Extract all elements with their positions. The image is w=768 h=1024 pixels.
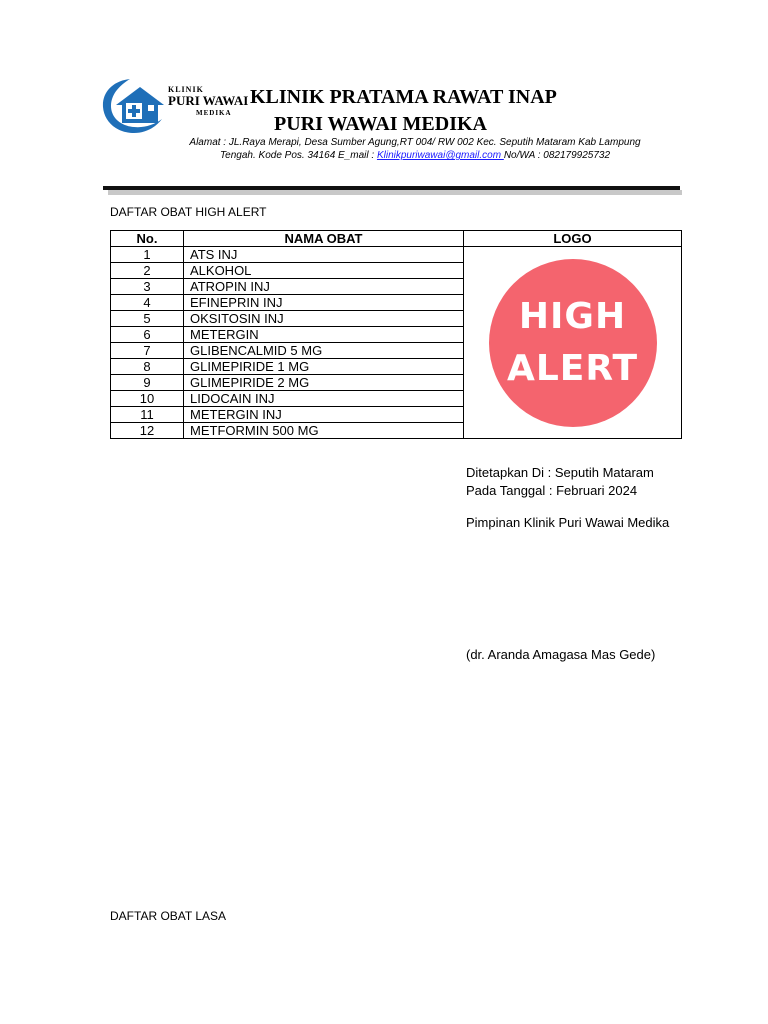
header-no: No. — [111, 231, 184, 247]
row-name: ALKOHOL — [184, 263, 464, 279]
table-row — [111, 247, 682, 263]
row-name: METERGIN — [184, 327, 464, 343]
row-no: 9 — [111, 375, 184, 391]
row-name: METFORMIN 500 MG — [184, 423, 464, 439]
row-no: 8 — [111, 359, 184, 375]
logo-text-klinik: KLINIK — [168, 85, 204, 94]
next-section-title: DAFTAR OBAT LASA — [110, 909, 227, 923]
logo-cell — [464, 247, 682, 439]
row-no: 3 — [111, 279, 184, 295]
logo-text-name: PURI WAWAI — [168, 93, 249, 108]
row-no: 7 — [111, 343, 184, 359]
row-name: GLIBENCALMID 5 MG — [184, 343, 464, 359]
address-line2 — [170, 149, 660, 162]
row-no: 5 — [111, 311, 184, 327]
signature-date: Pada Tanggal : Februari 2024 — [466, 483, 638, 498]
clinic-address — [170, 136, 660, 162]
badge-text-alert: ALERT — [506, 347, 639, 389]
signature-position: Pimpinan Klinik Puri Wawai Medika — [466, 515, 670, 530]
header-rule — [103, 186, 680, 190]
signature-place: Ditetapkan Di : Seputih Mataram — [466, 465, 654, 480]
signature-name: (dr. Aranda Amagasa Mas Gede) — [466, 647, 656, 662]
clinic-logo — [100, 75, 250, 137]
row-name: ATROPIN INJ — [184, 279, 464, 295]
header-rule-shadow — [108, 190, 682, 195]
clinic-title-line1: KLINIK PRATAMA RAWAT INAP — [250, 86, 557, 108]
high-alert-badge — [489, 259, 657, 427]
row-no: 2 — [111, 263, 184, 279]
address-line1: Alamat : JL.Raya Merapi, Desa Sumber Agung,RT 004/ RW 002 Kec. Seputih Mataram Kab Lampung — [189, 137, 641, 148]
row-name: LIDOCAIN INJ — [184, 391, 464, 407]
row-no: 6 — [111, 327, 184, 343]
section-title: DAFTAR OBAT HIGH ALERT — [110, 205, 267, 219]
clinic-title-line2: PURI WAWAI MEDIKA — [274, 113, 487, 135]
header-nama-obat: NAMA OBAT — [184, 231, 464, 247]
row-name: METERGIN INJ — [184, 407, 464, 423]
logo-text-medika: MEDIKA — [196, 109, 232, 117]
row-no: 11 — [111, 407, 184, 423]
row-no: 10 — [111, 391, 184, 407]
address-prefix: Tengah. Kode Pos. 34164 E_mail : — [219, 150, 377, 161]
row-name: OKSITOSIN INJ — [184, 311, 464, 327]
badge-text-high: HIGH — [518, 295, 627, 337]
email-link[interactable]: Klinikpuriwawai@gmail.com — [376, 150, 504, 161]
clinic-house-icon — [100, 75, 170, 137]
row-name: ATS INJ — [184, 247, 464, 263]
row-name: EFINEPRIN INJ — [184, 295, 464, 311]
address-suffix: No/WA : 082179925732 — [503, 150, 611, 161]
row-name: GLIMEPIRIDE 1 MG — [184, 359, 464, 375]
table-header-row — [111, 231, 682, 247]
row-no: 12 — [111, 423, 184, 439]
header-logo: LOGO — [464, 231, 682, 247]
row-no: 4 — [111, 295, 184, 311]
high-alert-table — [110, 230, 682, 439]
row-name: GLIMEPIRIDE 2 MG — [184, 375, 464, 391]
row-no: 1 — [111, 247, 184, 263]
